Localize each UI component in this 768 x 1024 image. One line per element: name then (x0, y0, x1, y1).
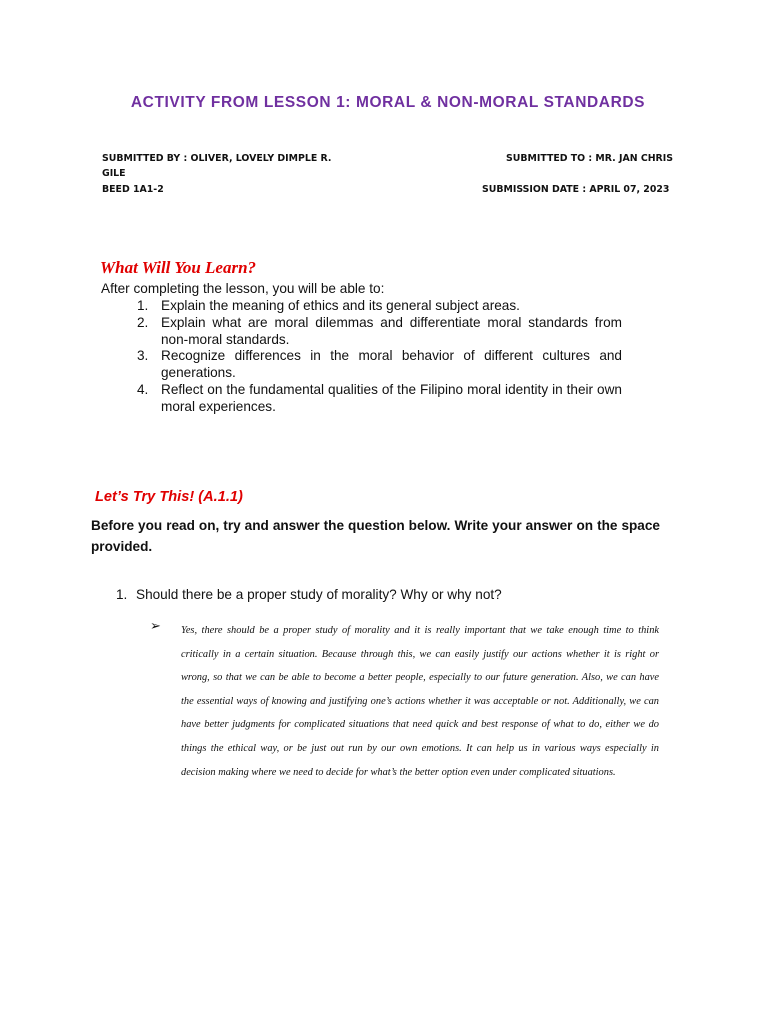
submitted-by: SUBMITTED BY : OLIVER, LOVELY DIMPLE R. (102, 153, 332, 164)
objective-item (133, 298, 622, 315)
submitted-by-continued: GILE (102, 168, 126, 179)
objectives-list (133, 298, 622, 416)
learn-heading: What Will You Learn? (100, 258, 257, 277)
submission-date: SUBMISSION DATE : APRIL 07, 2023 (482, 184, 670, 195)
page-title: ACTIVITY FROM LESSON 1: MORAL & NON-MORAL STANDARDS (130, 94, 646, 111)
question-number: 1. (116, 587, 128, 602)
objective-number: 3. (137, 348, 149, 364)
submitted-to: SUBMITTED TO : MR. JAN CHRIS (506, 153, 674, 164)
question-item (116, 587, 502, 602)
objective-item (133, 315, 622, 349)
objective-item (133, 348, 622, 382)
arrow-bullet-icon: ➢ (150, 619, 161, 634)
objective-number: 1. (137, 298, 149, 313)
learn-intro: After completing the lesson, you will be able to: (101, 281, 385, 296)
question-text: Should there be a proper study of morality? Why or why not? (136, 587, 502, 602)
activity-instructions: Before you read on, try and answer the question below. Write your answer on the space provided. (91, 518, 660, 554)
answer-text: Yes, there should be a proper study of morality and it is really important that we take enough time to think critically in a certain situation. Because through this, we can easily justify our actions whether it is right or wrong, so that we can be able to become a better people, especially to our future generation. Also, we can have the essential ways of knowing and justifying one’s actions whether it was acceptable or not. Additionally, we can have better judgments for complicated situations that need quick and best response of what to do, either we do things the ethical way, or be just out run by our own emotions. It can help us in various ways especially in decision making where we need to decide for what’s the better option even under complicated situations. (181, 625, 659, 778)
objective-number: 2. (137, 314, 149, 330)
try-heading: Let’s Try This! (A.1.1) (95, 489, 243, 505)
objective-text: Reflect on the fundamental qualities of the Filipino moral identity in their own moral experiences. (161, 381, 622, 414)
objective-text: Recognize differences in the moral behavior of different cultures and generations. (161, 348, 622, 381)
objective-text: Explain what are moral dilemmas and differentiate moral standards from non-moral standards. (161, 314, 622, 347)
objective-number: 4. (137, 381, 149, 397)
objective-item (133, 382, 622, 416)
objective-text: Explain the meaning of ethics and its general subject areas. (161, 298, 520, 313)
section-label: BEED 1A1-2 (102, 184, 164, 195)
